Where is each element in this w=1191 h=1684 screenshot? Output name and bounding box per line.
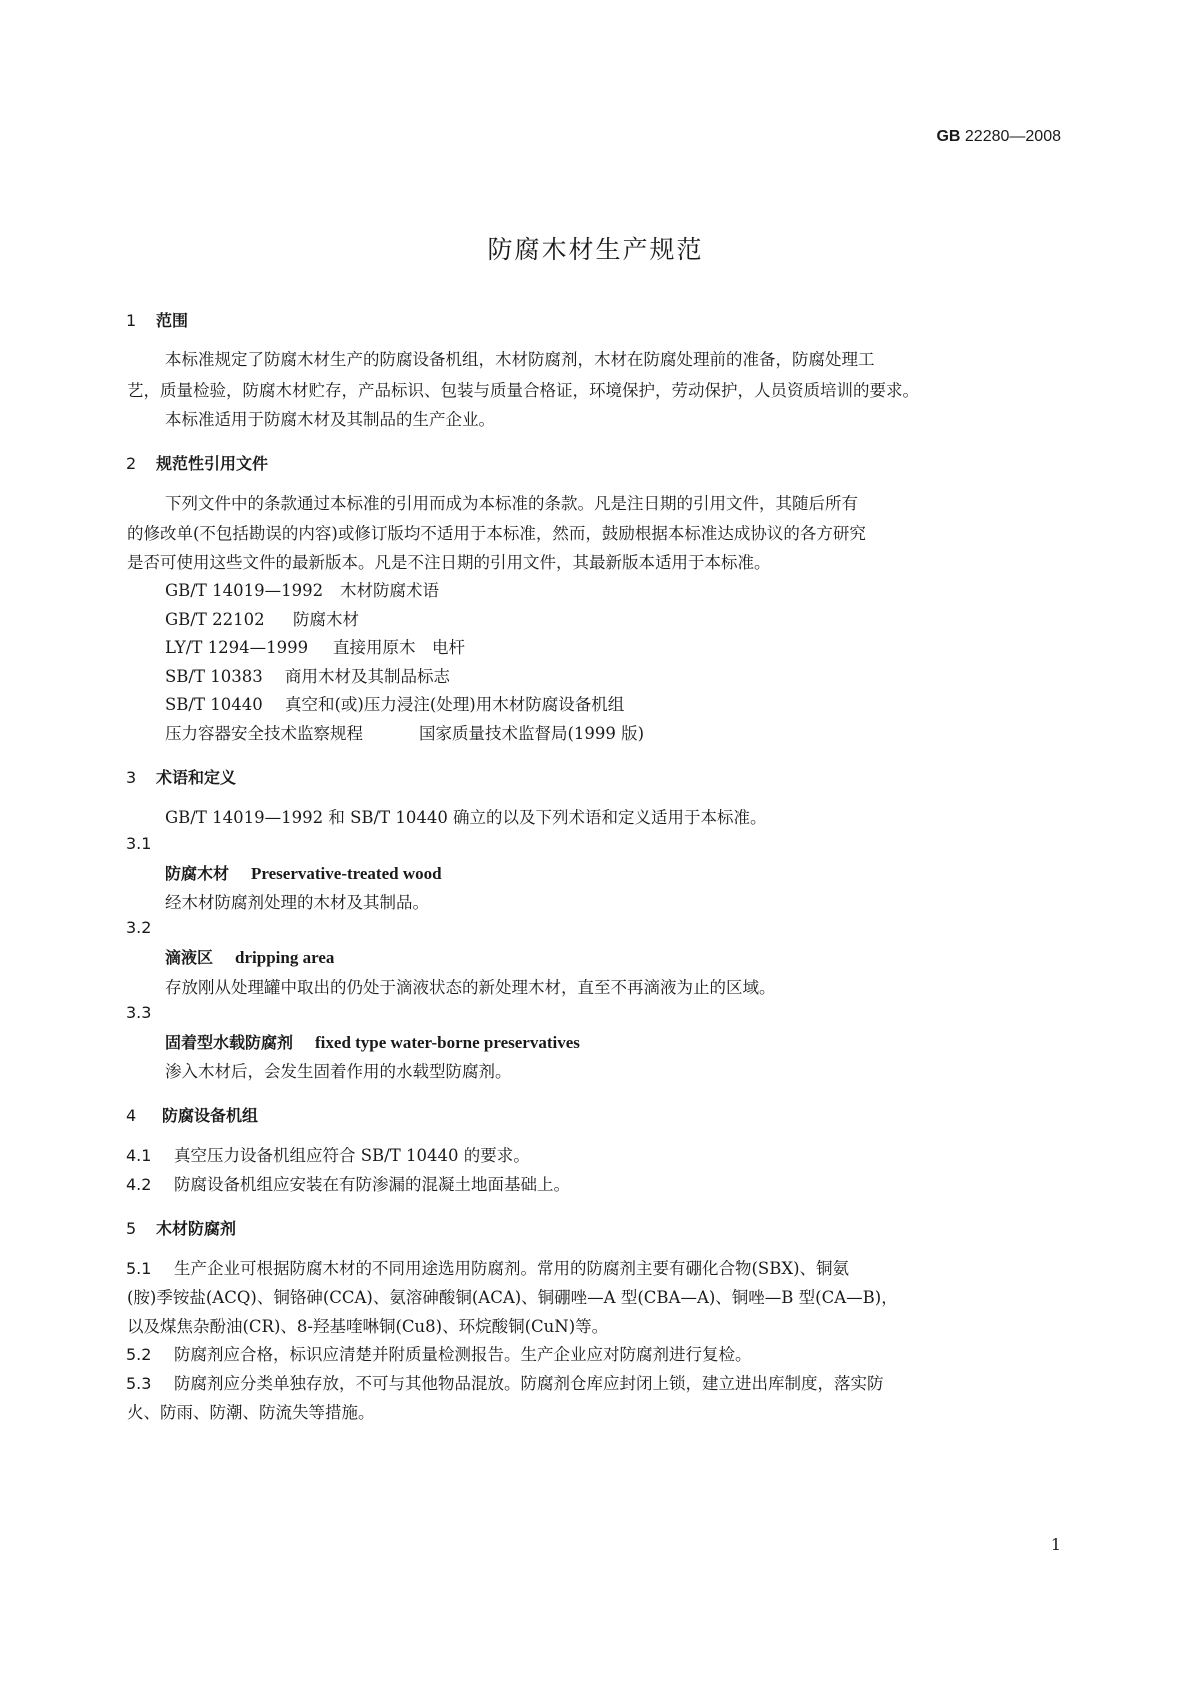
s2-para-line2: 的修改单(不包括勘误的内容)或修订版均不适用于本标准，然而，鼓励根据本标准达成协议的各方研究	[127, 524, 866, 543]
reference-item: LY/T 1294—1999 直接用原木 电杆	[165, 638, 465, 657]
page-title: 防腐木材生产规范	[487, 235, 704, 264]
clause-5-3-line1: 5.3 防腐剂应分类单独存放，不可与其他物品混放。防腐剂仓库应封闭上锁，建立进出库制度，落实防	[126, 1374, 884, 1393]
clause-4-1: 4.1 真空压力设备机组应符合 SB/T 10440 的要求。	[126, 1146, 530, 1165]
s2-para-line1: 下列文件中的条款通过本标准的引用而成为本标准的条款。凡是注日期的引用文件，其随后所有	[165, 494, 858, 513]
term-definition: 渗入木材后，会发生固着作用的水载型防腐剂。	[165, 1062, 512, 1081]
clause-5-3-line2: 火、防雨、防潮、防流失等措施。	[127, 1403, 375, 1422]
s2-para-line3: 是否可使用这些文件的最新版本。凡是不注日期的引用文件，其最新版本适用于本标准。	[127, 553, 771, 572]
reference-item: SB/T 10383 商用木材及其制品标志	[165, 667, 450, 686]
reference-item: GB/T 22102 防腐木材	[165, 610, 359, 629]
term-number: 3.2	[126, 918, 152, 937]
term-number: 3.3	[126, 1003, 152, 1022]
term-heading: 滴液区 dripping area	[165, 948, 335, 967]
s1-para1-line2: 艺，质量检验，防腐木材贮存，产品标识、包装与质量合格证，环境保护，劳动保护，人员资质培训的要求。	[127, 381, 919, 400]
reference-item: GB/T 14019—1992 木材防腐术语	[165, 581, 439, 600]
clause-4-2: 4.2 防腐设备机组应安装在有防渗漏的混凝土地面基础上。	[126, 1175, 570, 1194]
standard-number: 22280—2008	[964, 128, 1061, 145]
section-3-title: 术语和定义	[156, 768, 237, 787]
clause-5-1-line3: 以及煤焦杂酚油(CR)、8-羟基喹啉铜(Cu8)、环烷酸铜(CuN)等。	[127, 1317, 609, 1336]
section-5-title: 木材防腐剂	[156, 1219, 237, 1238]
term-definition: 存放刚从处理罐中取出的仍处于滴液状态的新处理木材，直至不再滴液为止的区域。	[165, 978, 776, 997]
clause-5-1-line1: 5.1 生产企业可根据防腐木材的不同用途选用防腐剂。常用的防腐剂主要有硼化合物(SBX)、铜氨	[126, 1259, 850, 1278]
section-1-heading: 1 范围	[126, 311, 189, 330]
term-heading: 防腐木材 Preservative-treated wood	[165, 864, 442, 883]
s1-para2: 本标准适用于防腐木材及其制品的生产企业。	[165, 410, 495, 429]
clause-5-2: 5.2 防腐剂应合格，标识应清楚并附质量检测报告。生产企业应对防腐剂进行复检。	[126, 1345, 752, 1364]
reference-item: 压力容器安全技术监察规程 国家质量技术监督局(1999 版)	[165, 724, 645, 743]
term-definition: 经木材防腐剂处理的木材及其制品。	[165, 893, 429, 912]
section-4-heading: 4 防腐设备机组	[126, 1106, 259, 1125]
clause-5-1-line2: (胺)季铵盐(ACQ)、铜铬砷(CCA)、氨溶砷酸铜(ACA)、铜硼唑—A 型(CBA—A)、铜唑—B 型(CA—B)，	[127, 1288, 898, 1307]
section-2-heading: 2 规范性引用文件	[126, 454, 269, 473]
s3-intro: GB/T 14019—1992 和 SB/T 10440 确立的以及下列术语和定义适用于本标准。	[165, 808, 767, 827]
reference-item: SB/T 10440 真空和(或)压力浸注(处理)用木材防腐设备机组	[165, 695, 625, 714]
standard-code	[936, 128, 1061, 146]
section-3-heading: 3 术语和定义	[126, 768, 237, 787]
s1-para1-line1: 本标准规定了防腐木材生产的防腐设备机组，木材防腐剂，木材在防腐处理前的准备，防腐处理工	[165, 350, 875, 369]
term-number: 3.1	[126, 834, 152, 853]
section-5-heading: 5 木材防腐剂	[126, 1219, 237, 1238]
term-heading: 固着型水载防腐剂 fixed type water-borne preservatives	[165, 1033, 580, 1052]
section-2-title: 规范性引用文件	[156, 454, 269, 473]
section-4-title: 防腐设备机组	[162, 1106, 259, 1125]
page-number: 1	[1050, 1535, 1061, 1554]
section-1-title: 范围	[156, 311, 189, 330]
standard-prefix: GB	[936, 128, 961, 145]
